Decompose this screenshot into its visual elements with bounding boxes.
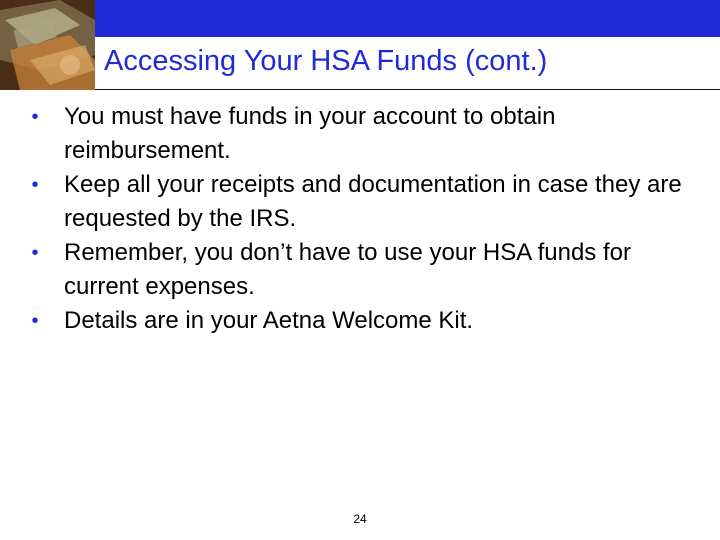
- page-number: 24: [353, 512, 367, 526]
- bullet-text: Remember, you don’t have to use your HSA funds for current expenses.: [64, 239, 631, 300]
- bullet-item: [28, 168, 698, 236]
- bullet-item: [28, 304, 698, 338]
- bullet-marker: •: [31, 310, 39, 332]
- bullet-text: Details are in your Aetna Welcome Kit.: [64, 307, 474, 334]
- bullet-text: Keep all your receipts and documentation in case they are requested by the IRS.: [64, 171, 682, 232]
- bullet-marker: •: [31, 242, 39, 264]
- bullet-item: [28, 100, 698, 168]
- bullet-text: You must have funds in your account to obtain reimbursement.: [64, 103, 556, 164]
- money-photo: [0, 0, 95, 90]
- header-band: [95, 0, 720, 37]
- bullet-list: [28, 100, 698, 338]
- bullet-marker: •: [31, 106, 39, 128]
- bullet-item: [28, 236, 698, 304]
- money-photo-illustration: [0, 0, 95, 90]
- bullet-marker: •: [31, 174, 39, 196]
- title-underline: [95, 89, 720, 90]
- slide-title: Accessing Your HSA Funds (cont.): [104, 45, 548, 77]
